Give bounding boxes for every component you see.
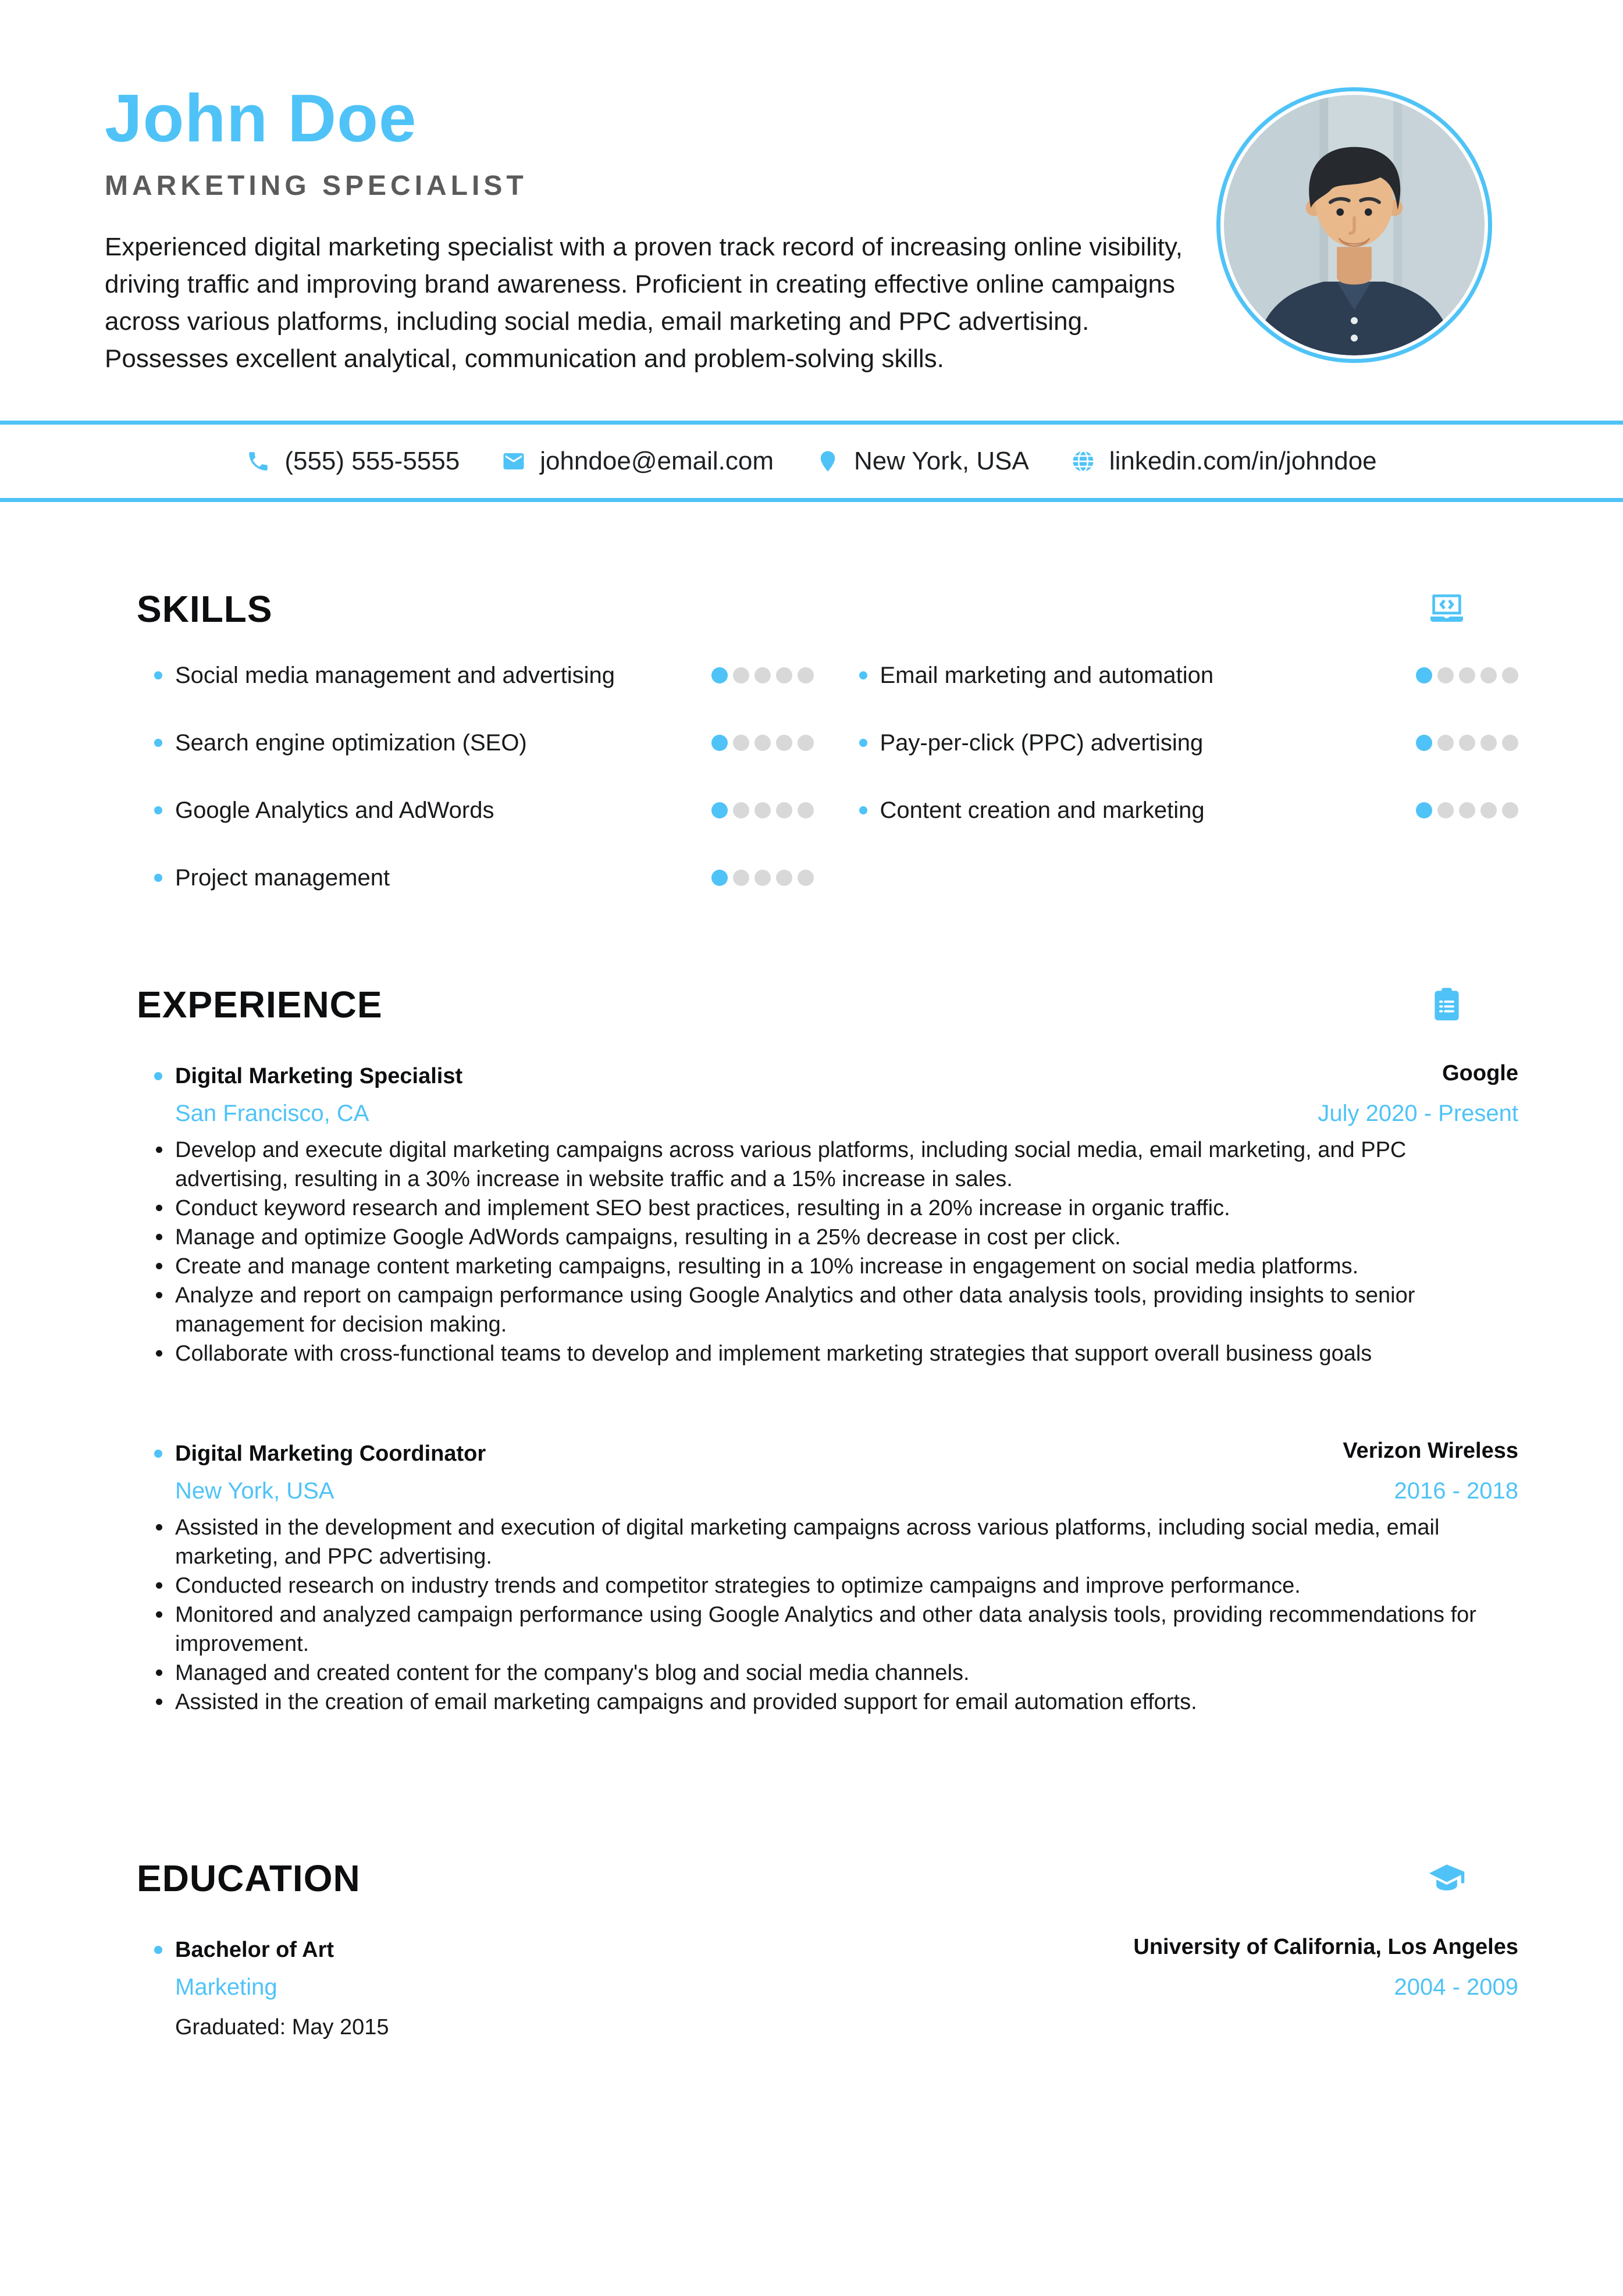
skill-rating-dots <box>711 870 814 886</box>
bullet-dot-icon <box>859 806 867 814</box>
experience-entry <box>105 1437 1518 1717</box>
person-name: John Doe <box>105 80 417 156</box>
rating-dot-filled <box>1416 667 1432 684</box>
experience-entry <box>105 1059 1518 1368</box>
experience-company: Google <box>1442 1061 1518 1085</box>
experience-bullet: Collaborate with cross-functional teams to develop and implement marketing strategies that support overall business goals <box>105 1339 1518 1368</box>
education-heading: EDUCATION <box>137 1857 361 1899</box>
skills-column-left <box>154 642 814 912</box>
experience-section-head <box>137 983 1518 1027</box>
location-pin-icon <box>816 449 840 474</box>
header <box>0 0 1623 378</box>
experience-bullet: Managed and created content for the company's blog and social media channels. <box>105 1658 1518 1688</box>
rating-dot-filled <box>711 802 728 818</box>
rating-dot-empty <box>1502 735 1518 751</box>
experience-bullet: Assisted in the creation of email marketing campaigns and provided support for email automation efforts. <box>105 1688 1518 1717</box>
skills-section-head <box>137 587 1518 631</box>
rating-dot-empty <box>1480 667 1497 684</box>
rating-dot-empty <box>754 735 771 751</box>
clipboard-icon <box>1428 986 1466 1024</box>
experience-heading: EXPERIENCE <box>137 984 383 1026</box>
rating-dot-filled <box>711 870 728 886</box>
experience-bullet-list <box>105 1135 1518 1368</box>
contact-phone[interactable] <box>246 447 460 476</box>
rating-dot-empty <box>1459 802 1475 818</box>
globe-icon <box>1071 449 1095 474</box>
rating-dot-empty <box>798 870 814 886</box>
experience-bullet: Create and manage content marketing campaigns, resulting in a 10% increase in engagement on social media platforms. <box>105 1252 1518 1281</box>
rating-dot-empty <box>1502 802 1518 818</box>
education-field: Marketing <box>175 1974 277 2000</box>
skill-item <box>154 642 814 709</box>
experience-bullet: Manage and optimize Google AdWords campaigns, resulting in a 25% decrease in cost per click. <box>105 1223 1518 1252</box>
experience-dates: July 2020 - Present <box>1318 1101 1518 1126</box>
experience-title-group <box>154 1440 486 1468</box>
experience-job-title: Digital Marketing Specialist <box>175 1064 463 1088</box>
bullet-dot-icon <box>154 874 162 882</box>
bullet-dot-icon <box>154 1946 162 1954</box>
graduation-cap-icon <box>1428 1860 1466 1898</box>
education-entry-head <box>154 1933 1518 1964</box>
skills-column-right <box>859 642 1519 912</box>
education-degree: Bachelor of Art <box>175 1938 334 1962</box>
contact-website-text: linkedin.com/in/johndoe <box>1109 447 1377 475</box>
skill-rating-dots <box>1416 735 1518 751</box>
education-entry <box>105 1933 1518 2042</box>
rating-dot-filled <box>1416 802 1432 818</box>
rating-dot-empty <box>754 802 771 818</box>
rating-dot-empty <box>798 735 814 751</box>
experience-job-title: Digital Marketing Coordinator <box>175 1441 486 1466</box>
person-job-title: MARKETING SPECIALIST <box>105 170 528 201</box>
education-section <box>105 1856 1518 2042</box>
skill-item <box>859 709 1519 777</box>
contact-email-text: johndoe@email.com <box>540 447 774 475</box>
experience-dates: 2016 - 2018 <box>1394 1478 1518 1504</box>
bullet-dot-icon <box>154 739 162 747</box>
experience-entry-head <box>154 1059 1518 1090</box>
rating-dot-empty <box>776 802 792 818</box>
rating-dot-empty <box>1437 735 1454 751</box>
experience-bullet: Conducted research on industry trends and competitor strategies to optimize campaigns and improve performance. <box>105 1571 1518 1600</box>
skill-label: Search engine optimization (SEO) <box>175 729 527 756</box>
skill-rating-dots <box>711 802 814 818</box>
education-graduated: Graduated: May 2015 <box>175 2015 389 2039</box>
email-icon <box>501 449 526 474</box>
rating-dot-empty <box>1480 735 1497 751</box>
bullet-dot-icon <box>154 1072 162 1080</box>
experience-bullet: Monitored and analyzed campaign performance using Google Analytics and other data analysis tools, providing recommendations for improvement. <box>105 1600 1518 1658</box>
skill-label: Project management <box>175 864 390 891</box>
rating-dot-filled <box>1416 735 1432 751</box>
rating-dot-filled <box>711 735 728 751</box>
profile-photo-illustration <box>1224 95 1485 355</box>
rating-dot-empty <box>754 870 771 886</box>
contact-location-text: New York, USA <box>853 447 1029 475</box>
skill-label: Google Analytics and AdWords <box>175 797 494 823</box>
bullet-dot-icon <box>154 671 162 679</box>
contact-email[interactable] <box>501 447 774 476</box>
bullet-dot-icon <box>859 739 867 747</box>
summary-paragraph: Experienced digital marketing specialist with a proven track record of increasing online visibility, driving traffic and improving brand awareness. Proficient in creating effective online campaigns across various platforms, including social media, email marketing and PPC advertising. Possesses excellent analytical, communication and problem-solving skills. <box>105 233 1183 373</box>
rating-dot-empty <box>776 667 792 684</box>
phone-icon <box>246 449 270 474</box>
skill-item <box>859 642 1519 709</box>
resume-body <box>0 587 1623 2042</box>
experience-entry-sub <box>175 1476 1518 1506</box>
rating-dot-empty <box>733 735 749 751</box>
experience-bullet-list <box>105 1513 1518 1717</box>
education-section-head <box>137 1856 1518 1900</box>
rating-dot-empty <box>1480 802 1497 818</box>
experience-section <box>105 983 1518 1717</box>
skills-section <box>105 587 1518 912</box>
experience-entry-head <box>154 1437 1518 1468</box>
skill-item <box>154 844 814 912</box>
rating-dot-filled <box>711 667 728 684</box>
skill-rating-dots <box>711 735 814 751</box>
education-dates: 2004 - 2009 <box>1394 1974 1518 2000</box>
rating-dot-empty <box>733 667 749 684</box>
experience-title-group <box>154 1062 462 1090</box>
experience-bullet: Conduct keyword research and implement SEO best practices, resulting in a 20% increase in organic traffic. <box>105 1194 1518 1223</box>
education-school: University of California, Los Angeles <box>1133 1935 1518 1959</box>
rating-dot-empty <box>1502 667 1518 684</box>
contact-location[interactable] <box>816 447 1029 476</box>
contact-bar <box>0 421 1623 502</box>
experience-location: New York, USA <box>175 1478 334 1504</box>
skill-item <box>154 709 814 777</box>
skill-rating-dots <box>1416 667 1518 684</box>
rating-dot-empty <box>776 870 792 886</box>
education-degree-group <box>154 1936 334 1964</box>
experience-location: San Francisco, CA <box>175 1101 369 1126</box>
rating-dot-empty <box>798 667 814 684</box>
contact-phone-text: (555) 555-5555 <box>284 447 460 475</box>
rating-dot-empty <box>754 667 771 684</box>
experience-bullet: Develop and execute digital marketing campaigns across various platforms, including social media, email marketing, and PPC advertising, resulting in a 30% increase in website traffic and a 15% increase in sales. <box>105 1135 1518 1194</box>
education-entry-sub <box>175 1972 1518 2002</box>
laptop-code-icon <box>1428 590 1466 629</box>
experience-bullet: Assisted in the development and execution of digital marketing campaigns across various platforms, including social media, email marketing, and PPC advertising. <box>105 1513 1518 1571</box>
rating-dot-empty <box>733 870 749 886</box>
skill-label: Email marketing and automation <box>880 662 1214 688</box>
rating-dot-empty <box>1437 802 1454 818</box>
skill-label: Pay-per-click (PPC) advertising <box>880 729 1204 756</box>
profile-photo <box>1216 87 1492 363</box>
bullet-dot-icon <box>154 1450 162 1458</box>
skill-rating-dots <box>1416 802 1518 818</box>
rating-dot-empty <box>1459 735 1475 751</box>
skills-heading: SKILLS <box>137 588 273 630</box>
experience-bullet: Analyze and report on campaign performance using Google Analytics and other data analysis tools, providing insights to senior management for decision making. <box>105 1281 1518 1339</box>
skills-grid <box>154 642 1518 912</box>
rating-dot-empty <box>733 802 749 818</box>
skill-item <box>154 777 814 844</box>
rating-dot-empty <box>798 802 814 818</box>
rating-dot-empty <box>1437 667 1454 684</box>
skill-label: Content creation and marketing <box>880 797 1205 823</box>
bullet-dot-icon <box>154 806 162 814</box>
skill-item <box>859 777 1519 844</box>
rating-dot-empty <box>776 735 792 751</box>
skill-rating-dots <box>711 667 814 684</box>
skill-label: Social media management and advertising <box>175 662 615 688</box>
bullet-dot-icon <box>859 671 867 679</box>
experience-entry-sub <box>175 1098 1518 1129</box>
experience-company: Verizon Wireless <box>1343 1439 1518 1463</box>
rating-dot-empty <box>1459 667 1475 684</box>
contact-website[interactable] <box>1071 447 1377 476</box>
